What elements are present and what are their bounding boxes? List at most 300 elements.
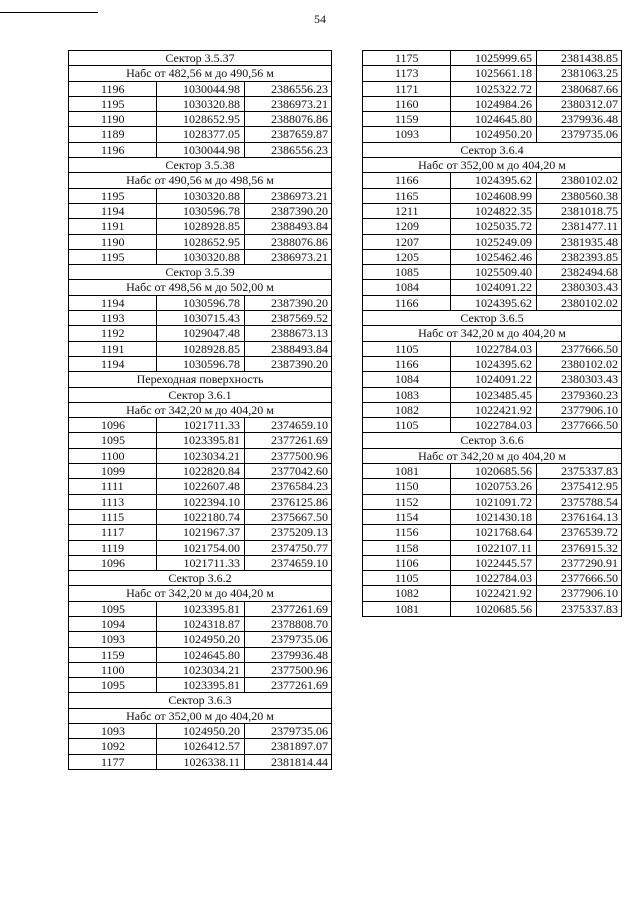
x-coordinate-cell: 1028652.95 [157,234,245,249]
left-coordinates-table [68,50,332,770]
point-number-cell: 1209 [363,219,451,234]
y-coordinate-cell: 2387659.87 [245,127,332,142]
x-coordinate-cell: 1024645.80 [157,647,245,662]
x-coordinate-cell: 1024395.62 [451,356,537,371]
sector-header-row [363,448,622,463]
y-coordinate-cell: 2387390.20 [245,356,332,371]
point-number-cell: 1195 [69,188,157,203]
x-coordinate-cell: 1024318.87 [157,616,245,631]
y-coordinate-cell: 2382393.85 [537,249,622,264]
point-number-cell: 1085 [363,265,451,280]
x-coordinate-cell: 1025322.72 [451,81,537,96]
y-coordinate-cell: 2381063.25 [537,66,622,81]
y-coordinate-cell: 2388076.86 [245,234,332,249]
table-row [69,647,332,662]
point-number-cell: 1096 [69,418,157,433]
point-number-cell: 1194 [69,203,157,218]
point-number-cell: 1106 [363,555,451,570]
x-coordinate-cell: 1023395.81 [157,678,245,693]
x-coordinate-cell: 1025999.65 [451,51,537,66]
x-coordinate-cell: 1024608.99 [451,188,537,203]
x-coordinate-cell: 1024984.26 [451,96,537,111]
point-number-cell: 1093 [363,127,451,142]
point-number-cell: 1093 [69,724,157,739]
sector-header-row [69,280,332,295]
y-coordinate-cell: 2380303.43 [537,372,622,387]
table-row [363,464,622,479]
table-row [363,509,622,524]
sector-header: Набс от 352,00 м до 404,20 м [363,158,622,173]
y-coordinate-cell: 2376125.86 [245,494,332,509]
table-row [69,418,332,433]
point-number-cell: 1194 [69,295,157,310]
table-row [363,173,622,188]
table-row [363,555,622,570]
y-coordinate-cell: 2377261.69 [245,678,332,693]
y-coordinate-cell: 2377290.91 [537,555,622,570]
sector-header: Набс от 482,56 м до 490,56 м [69,66,332,81]
table-row [69,219,332,234]
table-row [363,418,622,433]
point-number-cell: 1111 [69,479,157,494]
y-coordinate-cell: 2374659.10 [245,555,332,570]
x-coordinate-cell: 1020685.56 [451,601,537,616]
point-number-cell: 1160 [363,96,451,111]
y-coordinate-cell: 2378808.70 [245,616,332,631]
sector-header-row [69,693,332,708]
x-coordinate-cell: 1020753.26 [451,479,537,494]
point-number-cell: 1105 [363,571,451,586]
sector-header: Сектор 3.6.4 [363,142,622,157]
point-number-cell: 1195 [69,96,157,111]
sector-header-row [69,173,332,188]
sector-header: Сектор 3.6.2 [69,571,332,586]
sector-header: Сектор 3.6.6 [363,433,622,448]
x-coordinate-cell: 1026338.11 [157,754,245,769]
y-coordinate-cell: 2380102.02 [537,173,622,188]
point-number-cell: 1083 [363,387,451,402]
table-row [363,479,622,494]
sector-header: Переходная поверхность [69,372,332,387]
y-coordinate-cell: 2388673.13 [245,326,332,341]
x-coordinate-cell: 1023395.81 [157,601,245,616]
x-coordinate-cell: 1024645.80 [451,112,537,127]
sector-header-row [69,586,332,601]
sector-header-row [69,387,332,402]
table-row [363,51,622,66]
table-row [69,540,332,555]
point-number-cell: 1154 [363,509,451,524]
point-number-cell: 1195 [69,249,157,264]
x-coordinate-cell: 1021754.00 [157,540,245,555]
point-number-cell: 1084 [363,280,451,295]
point-number-cell: 1165 [363,188,451,203]
y-coordinate-cell: 2375337.83 [537,464,622,479]
table-row [69,326,332,341]
x-coordinate-cell: 1023034.21 [157,662,245,677]
table-row [363,188,622,203]
table-row [363,540,622,555]
sector-header: Набс от 342,20 м до 404,20 м [69,586,332,601]
point-number-cell: 1099 [69,464,157,479]
x-coordinate-cell: 1024091.22 [451,280,537,295]
sector-header-row [69,402,332,417]
x-coordinate-cell: 1022820.84 [157,464,245,479]
point-number-cell: 1166 [363,173,451,188]
y-coordinate-cell: 2382494.68 [537,265,622,280]
sector-header: Набс от 490,56 м до 498,56 м [69,173,332,188]
y-coordinate-cell: 2381438.85 [537,51,622,66]
point-number-cell: 1096 [69,555,157,570]
table-row [69,555,332,570]
table-row [69,601,332,616]
y-coordinate-cell: 2380687.66 [537,81,622,96]
x-coordinate-cell: 1023395.81 [157,433,245,448]
y-coordinate-cell: 2374750.77 [245,540,332,555]
point-number-cell: 1095 [69,678,157,693]
sector-header-row [69,571,332,586]
y-coordinate-cell: 2377042.60 [245,464,332,479]
y-coordinate-cell: 2379936.48 [537,112,622,127]
x-coordinate-cell: 1022107.11 [451,540,537,555]
x-coordinate-cell: 1024395.62 [451,173,537,188]
y-coordinate-cell: 2377906.10 [537,586,622,601]
point-number-cell: 1207 [363,234,451,249]
sector-header-row [363,142,622,157]
point-number-cell: 1196 [69,142,157,157]
point-number-cell: 1191 [69,219,157,234]
table-row [69,509,332,524]
table-row [363,571,622,586]
x-coordinate-cell: 1022421.92 [451,402,537,417]
point-number-cell: 1115 [69,509,157,524]
table-row [363,234,622,249]
x-coordinate-cell: 1030596.78 [157,295,245,310]
table-row [69,754,332,769]
y-coordinate-cell: 2386556.23 [245,81,332,96]
x-coordinate-cell: 1026412.57 [157,739,245,754]
y-coordinate-cell: 2387390.20 [245,203,332,218]
y-coordinate-cell: 2381814.44 [245,754,332,769]
table-row [69,188,332,203]
x-coordinate-cell: 1024395.62 [451,295,537,310]
x-coordinate-cell: 1025035.72 [451,219,537,234]
point-number-cell: 1158 [363,540,451,555]
table-row [69,96,332,111]
point-number-cell: 1205 [363,249,451,264]
y-coordinate-cell: 2377666.50 [537,418,622,433]
y-coordinate-cell: 2387390.20 [245,295,332,310]
x-coordinate-cell: 1021711.33 [157,418,245,433]
x-coordinate-cell: 1030044.98 [157,81,245,96]
y-coordinate-cell: 2375667.50 [245,509,332,524]
point-number-cell: 1196 [69,81,157,96]
sector-header: Набс от 352,00 м до 404,20 м [69,708,332,723]
x-coordinate-cell: 1020685.56 [451,464,537,479]
table-row [69,249,332,264]
y-coordinate-cell: 2381935.48 [537,234,622,249]
x-coordinate-cell: 1022394.10 [157,494,245,509]
sector-header: Набс от 342,20 м до 404,20 м [363,448,622,463]
sector-header: Сектор 3.5.38 [69,158,332,173]
point-number-cell: 1095 [69,601,157,616]
x-coordinate-cell: 1022784.03 [451,571,537,586]
y-coordinate-cell: 2386973.21 [245,188,332,203]
table-row [69,448,332,463]
point-number-cell: 1105 [363,341,451,356]
point-number-cell: 1084 [363,372,451,387]
y-coordinate-cell: 2375209.13 [245,525,332,540]
x-coordinate-cell: 1028652.95 [157,112,245,127]
y-coordinate-cell: 2377666.50 [537,571,622,586]
sector-header-row [363,311,622,326]
point-number-cell: 1190 [69,112,157,127]
table-row [69,142,332,157]
sector-header: Набс от 342,20 м до 404,20 м [69,402,332,417]
x-coordinate-cell: 1030320.88 [157,249,245,264]
table-row [69,479,332,494]
table-row [363,280,622,295]
table-row [69,724,332,739]
y-coordinate-cell: 2374659.10 [245,418,332,433]
y-coordinate-cell: 2388076.86 [245,112,332,127]
point-number-cell: 1094 [69,616,157,631]
x-coordinate-cell: 1030715.43 [157,311,245,326]
x-coordinate-cell: 1022607.48 [157,479,245,494]
point-number-cell: 1192 [69,326,157,341]
table-row [69,739,332,754]
point-number-cell: 1119 [69,540,157,555]
sector-header: Сектор 3.6.5 [363,311,622,326]
table-row [69,234,332,249]
y-coordinate-cell: 2379735.06 [537,127,622,142]
point-number-cell: 1156 [363,525,451,540]
point-number-cell: 1173 [363,66,451,81]
table-row [363,295,622,310]
y-coordinate-cell: 2376915.32 [537,540,622,555]
point-number-cell: 1171 [363,81,451,96]
point-number-cell: 1166 [363,356,451,371]
table-row [69,433,332,448]
table-row [363,127,622,142]
y-coordinate-cell: 2387569.52 [245,311,332,326]
sector-header-row [69,265,332,280]
x-coordinate-cell: 1023485.45 [451,387,537,402]
table-row [69,464,332,479]
table-row [363,387,622,402]
x-coordinate-cell: 1021967.37 [157,525,245,540]
x-coordinate-cell: 1028928.85 [157,219,245,234]
sector-header-row [69,708,332,723]
x-coordinate-cell: 1021091.72 [451,494,537,509]
y-coordinate-cell: 2386973.21 [245,249,332,264]
y-coordinate-cell: 2386973.21 [245,96,332,111]
table-row [69,81,332,96]
point-number-cell: 1081 [363,464,451,479]
y-coordinate-cell: 2388493.84 [245,341,332,356]
table-row [69,356,332,371]
y-coordinate-cell: 2381897.07 [245,739,332,754]
y-coordinate-cell: 2381018.75 [537,203,622,218]
y-coordinate-cell: 2377500.96 [245,448,332,463]
point-number-cell: 1211 [363,203,451,218]
sector-header: Сектор 3.5.37 [69,51,332,66]
x-coordinate-cell: 1028377.05 [157,127,245,142]
x-coordinate-cell: 1030596.78 [157,203,245,218]
y-coordinate-cell: 2377261.69 [245,601,332,616]
x-coordinate-cell: 1023034.21 [157,448,245,463]
point-number-cell: 1159 [363,112,451,127]
x-coordinate-cell: 1022421.92 [451,586,537,601]
table-row [69,127,332,142]
table-row [69,632,332,647]
y-coordinate-cell: 2379735.06 [245,724,332,739]
table-row [363,112,622,127]
table-row [69,678,332,693]
point-number-cell: 1194 [69,356,157,371]
y-coordinate-cell: 2375788.54 [537,494,622,509]
sector-header-row [69,158,332,173]
point-number-cell: 1177 [69,754,157,769]
x-coordinate-cell: 1022180.74 [157,509,245,524]
table-row [69,203,332,218]
y-coordinate-cell: 2377261.69 [245,433,332,448]
y-coordinate-cell: 2377906.10 [537,402,622,417]
point-number-cell: 1166 [363,295,451,310]
point-number-cell: 1117 [69,525,157,540]
x-coordinate-cell: 1030596.78 [157,356,245,371]
y-coordinate-cell: 2386556.23 [245,142,332,157]
sector-header: Сектор 3.6.3 [69,693,332,708]
table-row [363,494,622,509]
table-row [363,81,622,96]
y-coordinate-cell: 2379360.23 [537,387,622,402]
right-coordinates-table [362,50,622,617]
y-coordinate-cell: 2381477.11 [537,219,622,234]
table-row [69,525,332,540]
page-number: 54 [314,12,326,26]
table-row [69,494,332,509]
table-row [363,601,622,616]
point-number-cell: 1159 [69,647,157,662]
x-coordinate-cell: 1025509.40 [451,265,537,280]
y-coordinate-cell: 2379936.48 [245,647,332,662]
sector-header: Набс от 498,56 м до 502,00 м [69,280,332,295]
table-row [363,66,622,81]
x-coordinate-cell: 1024950.20 [451,127,537,142]
y-coordinate-cell: 2388493.84 [245,219,332,234]
table-row [363,356,622,371]
x-coordinate-cell: 1030044.98 [157,142,245,157]
sector-header-row [69,372,332,387]
sector-header-row [363,326,622,341]
table-row [69,341,332,356]
sector-header-row [363,433,622,448]
x-coordinate-cell: 1021711.33 [157,555,245,570]
table-row [69,311,332,326]
x-coordinate-cell: 1022784.03 [451,418,537,433]
table-row [69,112,332,127]
table-row [69,662,332,677]
y-coordinate-cell: 2376539.72 [537,525,622,540]
table-row [363,219,622,234]
y-coordinate-cell: 2377666.50 [537,341,622,356]
x-coordinate-cell: 1025661.18 [451,66,537,81]
sector-header-row [69,51,332,66]
table-row [363,249,622,264]
x-coordinate-cell: 1022445.57 [451,555,537,570]
x-coordinate-cell: 1021430.18 [451,509,537,524]
table-row [363,586,622,601]
y-coordinate-cell: 2379735.06 [245,632,332,647]
x-coordinate-cell: 1025249.09 [451,234,537,249]
x-coordinate-cell: 1030320.88 [157,188,245,203]
point-number-cell: 1193 [69,311,157,326]
point-number-cell: 1082 [363,586,451,601]
table-row [363,265,622,280]
table-row [363,203,622,218]
point-number-cell: 1092 [69,739,157,754]
y-coordinate-cell: 2377500.96 [245,662,332,677]
y-coordinate-cell: 2376584.23 [245,479,332,494]
point-number-cell: 1152 [363,494,451,509]
y-coordinate-cell: 2375412.95 [537,479,622,494]
point-number-cell: 1082 [363,402,451,417]
sector-header: Набс от 342,20 м до 404,20 м [363,326,622,341]
point-number-cell: 1113 [69,494,157,509]
x-coordinate-cell: 1024822.35 [451,203,537,218]
point-number-cell: 1105 [363,418,451,433]
sector-header: Сектор 3.6.1 [69,387,332,402]
x-coordinate-cell: 1030320.88 [157,96,245,111]
y-coordinate-cell: 2380312.07 [537,96,622,111]
point-number-cell: 1150 [363,479,451,494]
y-coordinate-cell: 2380102.02 [537,356,622,371]
y-coordinate-cell: 2380303.43 [537,280,622,295]
point-number-cell: 1190 [69,234,157,249]
x-coordinate-cell: 1021768.64 [451,525,537,540]
sector-header-row [363,158,622,173]
point-number-cell: 1100 [69,662,157,677]
table-row [69,616,332,631]
x-coordinate-cell: 1024950.20 [157,724,245,739]
point-number-cell: 1191 [69,341,157,356]
x-coordinate-cell: 1029047.48 [157,326,245,341]
x-coordinate-cell: 1022784.03 [451,341,537,356]
sector-header: Сектор 3.5.39 [69,265,332,280]
point-number-cell: 1100 [69,448,157,463]
x-coordinate-cell: 1028928.85 [157,341,245,356]
x-coordinate-cell: 1025462.46 [451,249,537,264]
point-number-cell: 1081 [363,601,451,616]
y-coordinate-cell: 2376164.13 [537,509,622,524]
point-number-cell: 1175 [363,51,451,66]
point-number-cell: 1093 [69,632,157,647]
table-row [363,372,622,387]
table-row [363,525,622,540]
y-coordinate-cell: 2380102.02 [537,295,622,310]
x-coordinate-cell: 1024950.20 [157,632,245,647]
x-coordinate-cell: 1024091.22 [451,372,537,387]
y-coordinate-cell: 2375337.83 [537,601,622,616]
point-number-cell: 1095 [69,433,157,448]
table-row [363,402,622,417]
y-coordinate-cell: 2380560.38 [537,188,622,203]
table-row [363,341,622,356]
point-number-cell: 1189 [69,127,157,142]
table-row [363,96,622,111]
table-row [69,295,332,310]
